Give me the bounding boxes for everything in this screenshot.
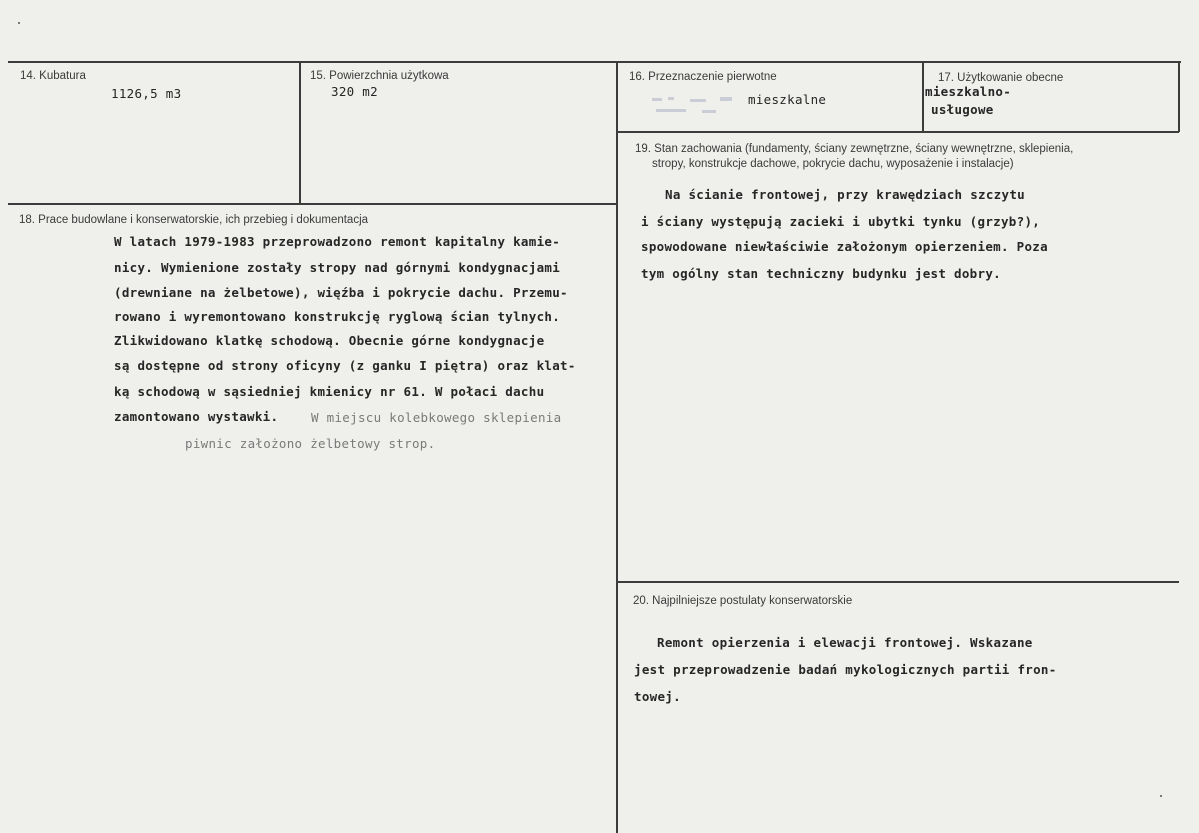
field-17-label: 17. Użytkowanie obecne xyxy=(938,72,1064,84)
field-19-line: Na ścianie frontowej, przy krawędziach szczytu xyxy=(665,187,1025,202)
field-18-line: Zlikwidowano klatkę schodową. Obecnie górne kondygnacje xyxy=(114,333,545,348)
top-rule xyxy=(8,61,1181,63)
field-20-line: towej. xyxy=(634,689,681,704)
field-14-value: 1126,5 m3 xyxy=(111,86,182,101)
field-18-line: (drewniane na żelbetowe), więźba i pokrycie dachu. Przemu- xyxy=(114,285,568,300)
field-18-line: zamontowano wystawki. xyxy=(114,409,279,424)
field-19-line: tym ogólny stan techniczny budynku jest dobry. xyxy=(641,266,1001,281)
scan-speck xyxy=(1160,795,1162,797)
field-19-label-line: 19. Stan zachowania (fundamenty, ściany zewnętrzne, ściany wewnętrzne, sklepienia, xyxy=(635,143,1074,155)
field-18-line: ką schodową w sąsiedniej kmienicy nr 61. W połaci dachu xyxy=(114,384,545,399)
divider-15-16 xyxy=(616,62,618,833)
field-15-label: 15. Powierzchnia użytkowa xyxy=(310,70,449,82)
field-20-line: Remont opierzenia i elewacji frontowej. Wskazane xyxy=(657,635,1033,650)
field-19-line: i ściany występują zacieki i ubytki tynku (grzyb?), xyxy=(641,214,1041,229)
field-16-value: mieszkalne xyxy=(748,92,827,107)
divider-14-15 xyxy=(299,62,301,204)
field-20-line: jest przeprowadzenie badań mykologicznych partii fron- xyxy=(634,662,1057,677)
field-18-label: 18. Prace budowlane i konserwatorskie, ich przebieg i dokumentacja xyxy=(19,214,369,226)
rule-14-18 xyxy=(8,203,618,205)
field-15-value: 320 m2 xyxy=(331,84,378,99)
right-edge-upper xyxy=(1178,62,1180,132)
field-16-label: 16. Przeznaczenie pierwotne xyxy=(629,71,777,83)
faded-stamp-icon xyxy=(650,94,740,120)
field-19-label-line: stropy, konstrukcje dachowe, pokrycie dachu, wyposażenie i instalacje) xyxy=(652,158,1014,170)
field-17-line-1: mieszkalno- xyxy=(925,84,1012,99)
scan-speck xyxy=(18,22,20,24)
field-18-line: nicy. Wymienione zostały stropy nad górnymi kondygnacjami xyxy=(114,260,561,275)
field-18-addendum-line: W miejscu kolebkowego sklepienia xyxy=(311,410,562,425)
field-14-label: 14. Kubatura xyxy=(20,70,86,82)
field-19-line: spowodowane niewłaściwie założonym opierzeniem. Poza xyxy=(641,239,1048,254)
field-18-line: są dostępne od strony oficyny (z ganku I piętra) oraz klat- xyxy=(114,358,576,373)
field-18-line: rowano i wyremontowano konstrukcję ryglową ścian tylnych. xyxy=(114,309,561,324)
field-20-label: 20. Najpilniejsze postulaty konserwatorskie xyxy=(633,595,853,607)
field-18-addendum-line: piwnic założono żelbetowy strop. xyxy=(185,436,436,451)
field-17-line-2: usługowe xyxy=(931,102,994,117)
rule-19-20 xyxy=(617,581,1179,583)
rule-16-19 xyxy=(617,131,1179,133)
field-18-line: W latach 1979-1983 przeprowadzono remont kapitalny kamie- xyxy=(114,234,561,249)
divider-16-17 xyxy=(922,62,924,132)
